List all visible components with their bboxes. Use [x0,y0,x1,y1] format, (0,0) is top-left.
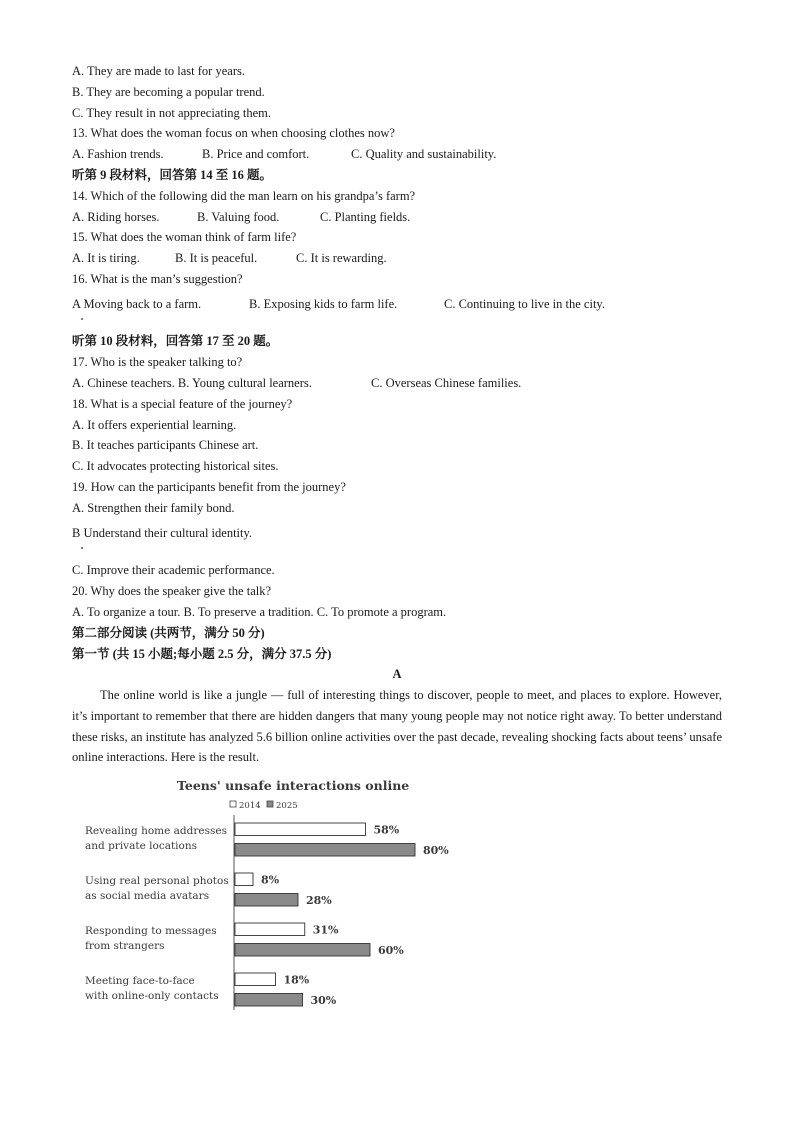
category-label: with online-only contacts [85,990,219,1002]
q17-option-ab: A. Chinese teachers. B. Young cultural learners. [72,376,312,390]
category-label: Revealing home addresses [85,825,227,837]
bar-2014 [235,823,366,836]
q12-option-a: A. They are made to last for years. [72,64,245,78]
category-label: Meeting face-to-face [85,975,195,987]
q12-option-b: B. They are becoming a popular trend. [72,85,265,99]
part-2-heading: 第二部分阅读 (共两节，满分 50 分) [72,626,265,640]
q13-option-a: A. Fashion trends. [72,147,164,161]
q19-question: 19. How can the participants benefit from the journey? [72,480,346,494]
q12-option-c: C. They result in not appreciating them. [72,106,272,120]
legend-label-2025: 2025 [276,801,298,811]
scan-speck [81,547,83,549]
q17-question: 17. Who is the speaker talking to? [72,355,243,369]
q13-question: 13. What does the woman focus on when choosing clothes now? [72,126,395,140]
q13-options [72,146,496,162]
q15-question: 15. What does the woman think of farm life? [72,230,297,244]
bar-2014 [235,873,253,886]
q16-option-c: C. Continuing to live in the city. [444,297,605,311]
category-label: Using real personal photos [85,875,229,887]
bar-label-2025: 30% [310,994,337,1007]
q14-option-c: C. Planting fields. [320,210,411,224]
bar-2014 [235,973,276,986]
chart-title: Teens' unsafe interactions online [177,778,410,793]
q18-option-b: B. It teaches participants Chinese art. [72,438,259,452]
section-10-heading: 听第 10 段材料，回答第 17 至 20 题。 [72,334,279,348]
q14-option-b: B. Valuing food. [197,210,280,224]
bar-2025 [235,894,298,907]
legend-label-2014: 2014 [239,801,261,811]
q19-option-a: A. Strengthen their family bond. [72,501,235,515]
q15-options [72,250,387,266]
q16-options [72,296,605,312]
q16-question: 16. What is the man’s suggestion? [72,272,243,286]
q14-options [72,209,410,225]
q19-option-b: B Understand their cultural identity. [72,526,253,540]
section-1-heading: 第一节 (共 15 小题;每小题 2.5 分，满分 37.5 分) [72,647,332,661]
q16-option-a: A Moving back to a farm. [72,297,202,311]
category-label: Responding to messages [85,925,217,937]
q18-option-a: A. It offers experiential learning. [72,418,237,432]
bar-label-2025: 80% [423,844,449,857]
legend-swatch-2025 [267,801,273,807]
section-9-heading: 听第 9 段材料，回答第 14 至 16 题。 [72,168,273,182]
bar-2025 [235,944,370,957]
bar-label-2025: 28% [306,894,332,907]
bar-2025 [235,994,303,1007]
q19-option-c: C. Improve their academic performance. [72,563,275,577]
q17-option-c: C. Overseas Chinese families. [371,376,522,390]
bar-2025 [235,844,415,857]
q18-option-c: C. It advocates protecting historical sites. [72,459,279,473]
bar-label-2014: 18% [283,973,310,987]
category-label: and private locations [85,840,198,852]
q20-options: A. To organize a tour. B. To preserve a tradition. C. To promote a program. [72,605,447,619]
q15-option-c: C. It is rewarding. [296,251,387,265]
q17-options [72,375,521,391]
scan-speck [81,318,83,320]
q15-option-a: A. It is tiring. [72,251,140,265]
q15-option-b: B. It is peaceful. [175,251,258,265]
bar-chart [80,775,500,1015]
bar-2014 [235,923,305,936]
passage-paragraph: The online world is like a jungle — full of interesting things to discover, people to meet, and places to explore. However, it’s important to remember that there are hidden dangers that many young people may not notice right away. To better understand these risks, an institute has analyzed 5.6 billion online activities over the past decade, revealing shocking facts about teens’ unsafe online interactions. Here is the result. [72,688,722,765]
q14-question: 14. Which of the following did the man learn on his grandpa’s farm? [72,189,416,203]
q13-option-c: C. Quality and sustainability. [351,147,497,161]
q13-option-b: B. Price and comfort. [202,147,310,161]
category-label: from strangers [85,940,165,952]
legend-swatch-2014 [230,801,236,807]
q16-option-b: B. Exposing kids to farm life. [249,297,398,311]
q14-option-a: A. Riding horses. [72,210,160,224]
bar-label-2025: 60% [378,944,404,957]
bar-label-2014: 8% [261,873,280,887]
q20-question: 20. Why does the speaker give the talk? [72,584,272,598]
passage-letter: A [392,667,402,681]
bar-label-2014: 31% [312,923,339,937]
bar-label-2014: 58% [373,823,400,837]
q18-question: 18. What is a special feature of the journey? [72,397,293,411]
category-label: as social media avatars [85,890,210,902]
